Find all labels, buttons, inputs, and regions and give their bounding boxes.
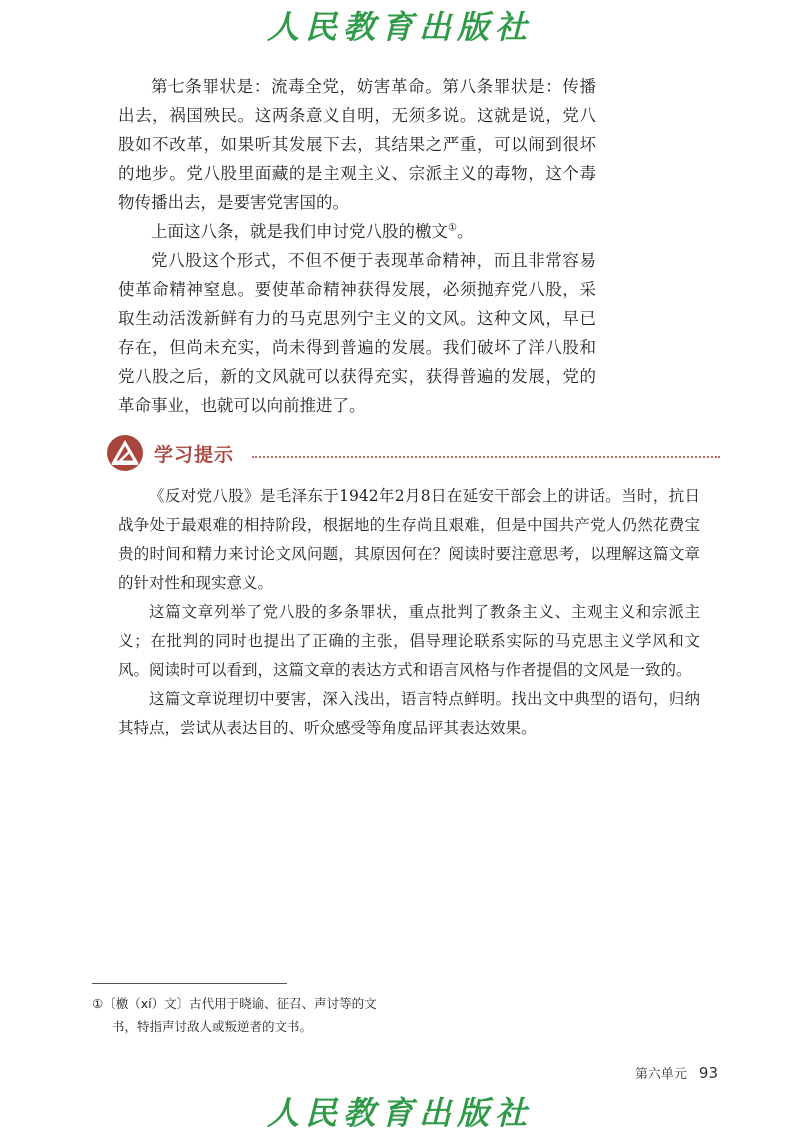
paragraph-2 bbox=[118, 217, 596, 246]
paragraph-2-end: 。 bbox=[456, 222, 474, 241]
main-text bbox=[118, 72, 596, 420]
dotted-divider bbox=[252, 456, 720, 458]
tips-paragraph-1: 《反对党八股》是毛泽东于1942年2月8日在延安干部会上的讲话。当时，抗日战争处于最艰难的相持阶段，根据地的生存尚且艰难，但是中国共产党人仍然花费宝贵的时间和精力来讨论文风问题，其原因何在？阅读时要注意思考，以理解这篇文章的针对性和现实意义。 bbox=[118, 487, 700, 592]
page-number: 93 bbox=[698, 1064, 718, 1082]
footnote-marker[interactable]: ① bbox=[448, 222, 457, 234]
footnote bbox=[92, 992, 402, 1038]
tips-paragraph-3: 这篇文章说理切中要害，深入浅出，语言特点鲜明。找出文中典型的语句，归纳其特点，尝试从表达目的、听众感受等角度品评其表达效果。 bbox=[118, 690, 700, 737]
paragraph-3: 党八股这个形式，不但不便于表现革命精神，而且非常容易使革命精神窒息。要使革命精神获得发展，必须抛弃党八股，采取生动活泼新鲜有力的马克思列宁主义的文风。这种文风，早已存在，但尚未充实，尚未得到普遍的发展。我们破坏了洋八股和党八股之后，新的文风就可以获得充实，获得普遍的发展，党的革命事业，也就可以向前推进了。 bbox=[118, 251, 596, 415]
study-tips-title: 学习提示 bbox=[154, 444, 235, 466]
paragraph-2-text: 上面这八条，就是我们申讨党八股的檄文 bbox=[151, 222, 448, 241]
study-tips-text bbox=[118, 482, 700, 743]
page-footer bbox=[635, 1063, 718, 1082]
publisher-logo-bottom: 人民教育出版社 bbox=[266, 1094, 533, 1132]
publisher-logo-top: 人民教育出版社 bbox=[266, 8, 533, 46]
tips-paragraph-2: 这篇文章列举了党八股的多条罪状，重点批判了教条主义、主观主义和宗派主义；在批判的同时也提出了正确的主张，倡导理论联系实际的马克思主义学风和文风。阅读时可以看到，这篇文章的表达方式和语言风格与作者提倡的文风是一致的。 bbox=[118, 603, 700, 679]
footnote-line-2: 书，特指声讨敌人或叛逆者的文书。 bbox=[112, 1019, 313, 1034]
footnote-divider bbox=[92, 983, 287, 984]
study-tips-icon bbox=[106, 434, 144, 472]
paragraph-1: 第七条罪状是：流毒全党，妨害革命。第八条罪状是：传播出去，祸国殃民。这两条意义自明，无须多说。这就是说，党八股如不改革，如果听其发展下去，其结果之严重，可以闹到很坏的地步。党八股里面藏的是主观主义、宗派主义的毒物，这个毒物传播出去，是要害党害国的。 bbox=[118, 77, 596, 212]
study-tips-header bbox=[106, 434, 726, 474]
footnote-line-1: ①〔檄（xí）文〕古代用于晓谕、征召、声讨等的文 bbox=[92, 996, 377, 1011]
unit-label: 第六单元 bbox=[634, 1067, 687, 1082]
